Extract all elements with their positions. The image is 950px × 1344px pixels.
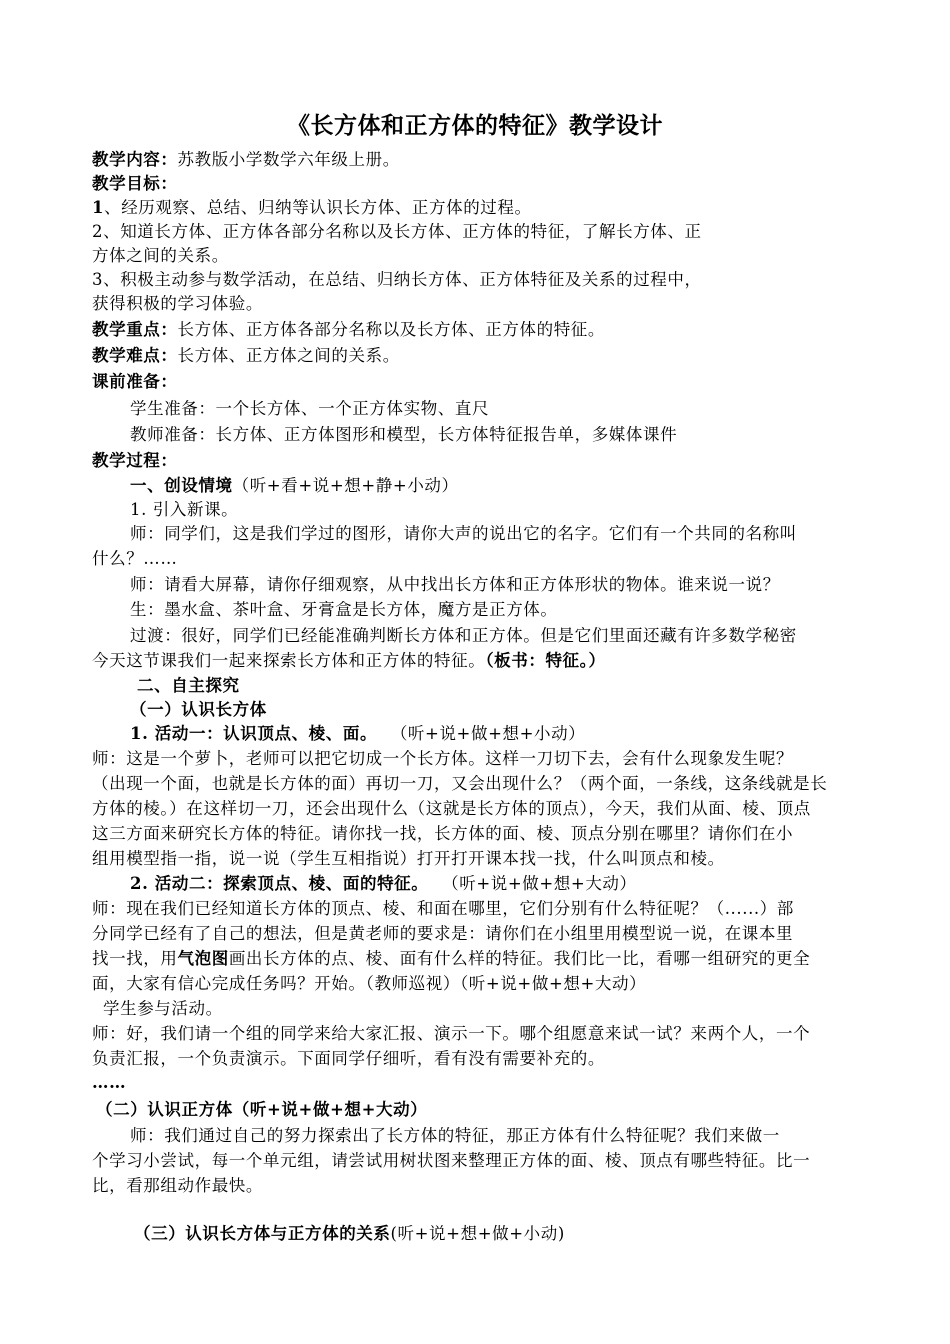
activity-2-heading — [130, 872, 900, 896]
goal-2-line-1: 2、知道长方体、正方体各部分名称以及长方体、正方体的特征，了解长方体、正 — [92, 222, 702, 241]
goal-1-number: 1 — [92, 198, 105, 217]
para-8-line-1: 师：好，我们请一个组的同学来给大家汇报、演示一下。哪个组愿意来试一试？来两个人，一个 — [92, 1024, 811, 1043]
activity-1-mode: （听+说+做+想+小动） — [399, 724, 586, 743]
section-2-1-title: （一）认识长方体 — [130, 700, 267, 719]
prep-heading: 课前准备： — [92, 372, 178, 391]
para-4-text: 今天这节课我们一起来探索长方体和正方体的特征。 — [92, 651, 486, 670]
goal-3-line-2: 获得积极的学习体验。 — [92, 294, 263, 313]
prep-student: 学生准备：一个长方体、一个正方体实物、直尺 — [130, 399, 490, 418]
para-1-line-1: 师：同学们，这是我们学过的图形，请你大声的说出它的名字。它们有一个共同的名称叫 — [130, 524, 797, 543]
section-2-2-title: （二）认识正方体（听+说+做+想+大动） — [96, 1100, 428, 1119]
content-text: 苏教版小学数学六年级上册。 — [177, 150, 400, 169]
para-6-text-b: 画出长方体的点、棱、面有什么样的特征。我们比一比，看哪一组研究的更全 — [228, 949, 811, 968]
section-2-3-heading — [134, 1222, 904, 1246]
para-7: 学生参与活动。 — [103, 999, 223, 1018]
para-9-line-2: 个学习小尝试，每一个单元组，请尝试用树状图来整理正方体的面、棱、顶点有哪些特征。比一 — [92, 1151, 811, 1170]
section-1-heading — [130, 474, 900, 498]
activity-1-heading — [130, 722, 900, 746]
activity-2-mode: （听+说+做+想+大动） — [450, 874, 637, 893]
page-title: 《长方体和正方体的特征》教学设计 — [287, 112, 663, 139]
blackboard-note: （板书：特征。） — [485, 651, 606, 670]
section-2-title: 二、自主探究 — [137, 676, 240, 695]
goal-3-line-1: 3、积极主动参与数学活动，在总结、归纳长方体、正方体特征及关系的过程中， — [92, 270, 702, 289]
goal-1-text: 、经历观察、总结、归纳等认识长方体、正方体的过程。 — [104, 198, 532, 217]
para-3: 生：墨水盒、茶叶盒、牙膏盒是长方体，魔方是正方体。 — [130, 600, 558, 619]
difficulty-line — [92, 344, 862, 368]
para-4-line-2 — [92, 649, 862, 673]
prep-teacher: 教师准备：长方体、正方体图形和模型，长方体特征报告单，多媒体课件 — [130, 425, 678, 444]
para-6-text-a: 找一找，用 — [92, 949, 178, 968]
para-5-line-4: 这三方面来研究长方体的特征。请你找一找，长方体的面、棱、顶点分别在哪里？请你们在小 — [92, 824, 794, 843]
para-6-line-1: 师：现在我们已经知道长方体的顶点、棱、和面在哪里，它们分别有什么特征呢？（......）部 — [92, 899, 794, 918]
para-5-line-3: 方体的棱。）在这样切一刀，还会出现什么（这就是长方体的顶点），今天，我们从面、棱、顶点 — [92, 799, 811, 818]
section-1-mode: （听+看+说+想+静+小动） — [232, 476, 459, 495]
para-1-line-2: 什么？…… — [92, 549, 178, 568]
key-point-text: 长方体、正方体各部分名称以及长方体、正方体的特征。 — [177, 320, 605, 339]
key-point-line — [92, 318, 862, 342]
para-6-line-2: 分同学已经有了自己的想法，但是黄老师的要求是：请你们在小组里用模型说一说，在课本里 — [92, 924, 794, 943]
para-4-line-1: 过渡：很好，同学们已经能准确判断长方体和正方体。但是它们里面还藏有许多数学秘密 — [130, 626, 797, 645]
para-5-line-1: 师：这是一个萝卜，老师可以把它切成一个长方体。这样一刀切下去，会有什么现象发生呢？ — [92, 749, 794, 768]
para-9-line-1: 师：我们通过自己的努力探索出了长方体的特征，那正方体有什么特征呢？我们来做一 — [130, 1126, 780, 1145]
content-label: 教学内容： — [92, 150, 178, 169]
goals-heading: 教学目标： — [92, 174, 178, 193]
process-heading: 教学过程： — [92, 451, 178, 470]
activity-2-title: 2. 活动二：探索顶点、棱、面的特征。 — [130, 874, 429, 893]
section-2-3-title: （三）认识长方体与正方体的关系 — [134, 1224, 391, 1243]
section-1-item-1: 1. 引入新课。 — [130, 500, 239, 519]
difficulty-label: 教学难点： — [92, 346, 178, 365]
para-6-line-3 — [92, 947, 862, 971]
section-1-title: 一、创设情境 — [130, 476, 233, 495]
content-line — [92, 148, 862, 172]
key-point-label: 教学重点： — [92, 320, 178, 339]
section-2-3-mode: (听+说+想+做+小动) — [390, 1224, 565, 1243]
para-9-line-3: 比，看那组动作最快。 — [92, 1176, 263, 1195]
ellipsis: …… — [92, 1073, 127, 1092]
para-6-line-4: 面，大家有信心完成任务吗？开始。（教师巡视）（听+说+做+想+大动） — [92, 974, 647, 993]
para-5-line-2: （出现一个面，也就是长方体的面）再切一刀，又会出现什么？（两个面，一条线，这条线就是长 — [92, 774, 828, 793]
goal-1 — [92, 196, 862, 220]
para-2: 师：请看大屏幕，请你仔细观察，从中找出长方体和正方体形状的物体。谁来说一说？ — [130, 575, 780, 594]
bubble-map-term: 气泡图 — [177, 949, 229, 968]
goal-2-line-2: 方体之间的关系。 — [92, 246, 229, 265]
activity-1-title: 1. 活动一：认识顶点、棱、面。 — [130, 724, 378, 743]
para-8-line-2: 负责汇报，一个负责演示。下面同学仔细听，看有没有需要补充的。 — [92, 1049, 605, 1068]
difficulty-text: 长方体、正方体之间的关系。 — [177, 346, 400, 365]
para-5-line-5: 组用模型指一指，说一说（学生互相指说）打开打开课本找一找，什么叫顶点和棱。 — [92, 849, 725, 868]
